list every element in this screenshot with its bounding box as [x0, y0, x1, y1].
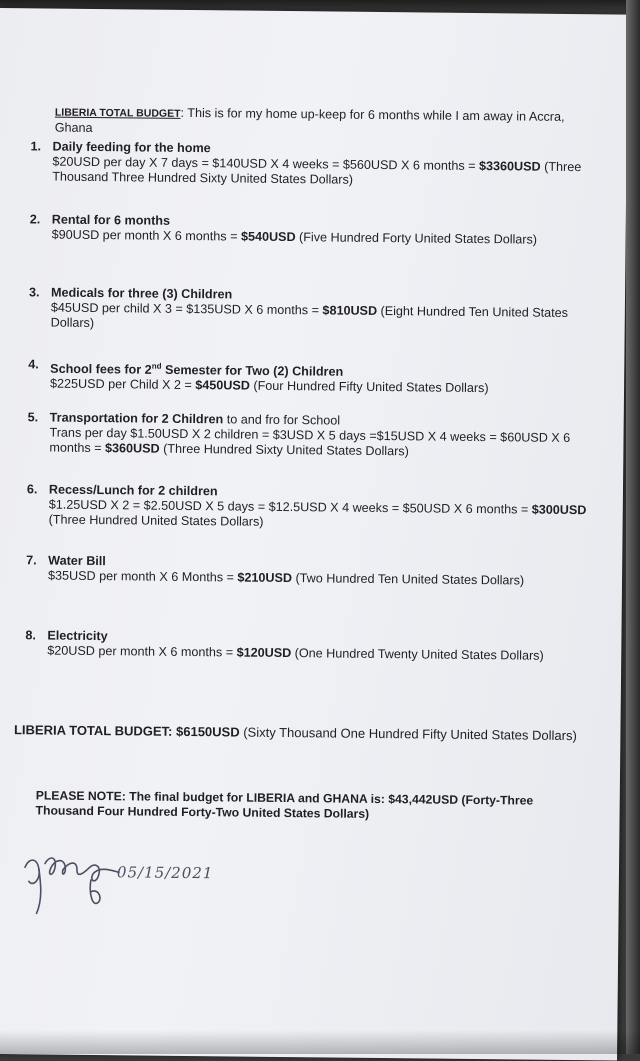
item-amount: $810USD	[322, 303, 377, 318]
item-title: Rental for 6 months	[52, 213, 590, 234]
total-words: (Sixty Thousand One Hundred Fifty United States Dollars)	[240, 725, 577, 744]
item-number: 4.	[28, 357, 50, 372]
item-number: 7.	[26, 553, 48, 568]
intro-text: : This is for my home up-keep for 6 months while I am away in Accra, Ghana	[55, 106, 565, 135]
item-amount: $300USD	[532, 503, 587, 518]
budget-item-recess-lunch	[27, 482, 587, 533]
item-calculation: $90USD per month X 6 months = $540USD (Five Hundred Forty United States Dollars)	[52, 228, 590, 249]
budget-item-daily-feeding	[30, 139, 590, 190]
total-budget	[10, 721, 580, 744]
item-title: School fees for 2nd Semester for Two (2) Children	[50, 358, 588, 383]
item-amount: $360USD	[105, 441, 160, 456]
item-number: 8.	[25, 628, 47, 643]
photo-bottom-shadow	[0, 1030, 640, 1054]
item-number: 1.	[30, 139, 52, 154]
total-label: LIBERIA TOTAL BUDGET: $6150USD	[14, 722, 240, 739]
item-calculation: $35USD per month X 6 Months = $210USD (Two Hundred Ten United States Dollars)	[48, 569, 586, 590]
item-calculation: $45USD per child X 3 = $135USD X 6 months = $810USD (Eight Hundred Ten United States Dollars)	[51, 301, 589, 337]
item-amount: $450USD	[195, 378, 250, 393]
photo-right-edge	[626, 0, 640, 1054]
item-amount: $540USD	[241, 230, 296, 245]
item-amount: $120USD	[237, 646, 292, 661]
budget-item-rental	[30, 212, 590, 248]
budget-item-electricity	[25, 628, 585, 664]
item-title: Water Bill	[48, 554, 586, 575]
please-note: PLEASE NOTE: The final budget for LIBERIA and GHANA is: $43,442USD (Forty-Three Thousand Four Hundred Forty-Two United States Dollars)	[36, 788, 576, 824]
budget-item-school-fees	[28, 357, 588, 397]
budget-item-water-bill	[26, 553, 586, 589]
signature	[18, 843, 139, 924]
intro-label: LIBERIA TOTAL BUDGET	[55, 107, 181, 120]
item-number: 5.	[28, 410, 50, 425]
item-amount: $210USD	[237, 571, 292, 586]
item-title: Medicals for three (3) Children	[51, 286, 589, 307]
item-title: Electricity	[47, 629, 585, 650]
item-calculation: $20USD per month X 6 months = $120USD (One Hundred Twenty United States Dollars)	[47, 644, 585, 665]
document-page	[0, 8, 628, 1061]
intro-paragraph	[55, 105, 595, 142]
budget-item-medicals	[29, 285, 589, 336]
item-number: 3.	[29, 285, 51, 300]
item-calculation: $20USD per day X 7 days = $140USD X 4 weeks = $560USD X 6 months = $3360USD (Three Thousand Three Hundred Sixty United States Dollars)	[52, 155, 590, 191]
item-title: Recess/Lunch for 2 children	[49, 483, 587, 504]
item-number: 2.	[30, 212, 52, 227]
item-calculation: Trans per day $1.50USD X 2 children = $3USD X 5 days =$15USD X 4 weeks = $60USD X 6 months = $360USD (Three Hundred Sixty United States Dollars)	[49, 426, 587, 462]
item-calculation: $225USD per Child X 2 = $450USD (Four Hundred Fifty United States Dollars)	[50, 377, 588, 398]
item-amount: $3360USD	[479, 159, 541, 174]
budget-item-transportation	[27, 410, 587, 461]
item-title: Transportation for 2 Children to and fro for School	[50, 411, 588, 432]
item-calculation: $1.25USD X 2 = $2.50USD X 5 days = $12.5USD X 4 weeks = $50USD X 6 months = $300USD (Three Hundred United States Dollars)	[49, 498, 587, 534]
signature-date: 05/15/2021	[117, 865, 214, 881]
item-number: 6.	[27, 482, 49, 497]
item-title: Daily feeding for the home	[52, 140, 590, 161]
